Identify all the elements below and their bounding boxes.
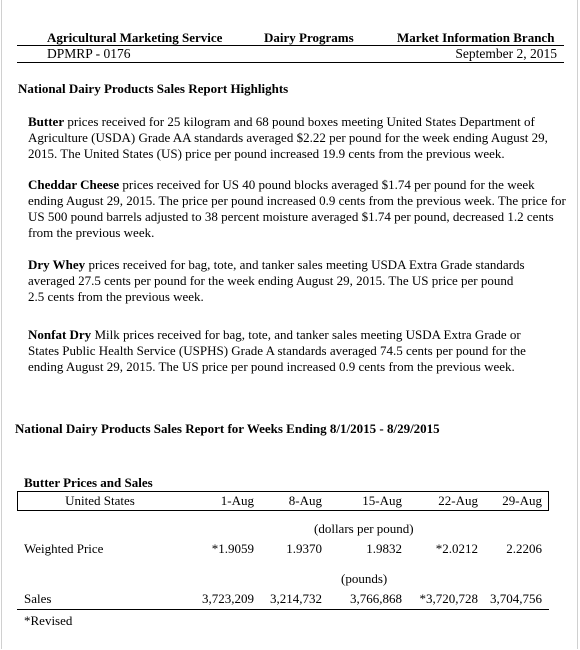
weekly-report-title: National Dairy Products Sales Report for Weeks Ending 8/1/2015 - 8/29/2015 [15, 421, 440, 436]
sales-value: *3,720,728 [419, 591, 478, 606]
product-name: Cheddar Cheese [28, 177, 120, 192]
table-bottom-rule [17, 609, 549, 610]
program-name: Dairy Programs [264, 30, 354, 45]
butter-paragraph: Butter prices received for 25 kilogram and 68 pound boxes meeting United States Department of Agriculture (USDA) Grade AA standards averaged $2.22 per pound for the week ending August 29, 2015. The United States (US) price per pound increased 19.9 cents from the previous week. [28, 114, 548, 161]
table-left-edge [17, 491, 18, 511]
price-unit-label: (dollars per pound) [314, 521, 414, 536]
weighted-price-label: Weighted Price [24, 541, 104, 556]
report-id: DPMRP - 0176 [47, 46, 131, 61]
product-name: Nonfat Dry [28, 327, 92, 342]
sales-unit-label: (pounds) [341, 571, 388, 586]
cheddar-paragraph: Cheddar Cheese prices received for US 40 pound blocks averaged $1.74 per pound for the week ending August 29, 2015. The price per pound increased 0.9 cents from the previous week. The price for US 500 pound barrels adjusted to 38 percent moisture averaged $1.74 per pound, decreased 1.2 cents from the previous week. [28, 177, 566, 240]
sales-value: 3,214,732 [270, 591, 322, 606]
week-header: 15-Aug [362, 493, 402, 508]
price-value: *2.0212 [435, 541, 478, 556]
week-header: 29-Aug [502, 493, 542, 508]
sales-label: Sales [24, 591, 52, 606]
product-name: Butter [28, 114, 65, 129]
report-date: September 2, 2015 [455, 46, 557, 61]
sales-value: 3,766,868 [350, 591, 402, 606]
header-rule-bottom [17, 62, 564, 63]
table-right-edge [548, 491, 549, 511]
sales-value: 3,704,756 [490, 591, 542, 606]
week-header: 1-Aug [220, 493, 254, 508]
branch-name: Market Information Branch [397, 30, 555, 45]
week-header: 22-Aug [438, 493, 478, 508]
price-value: 1.9370 [286, 541, 322, 556]
revised-footnote: *Revised [24, 613, 73, 628]
butter-table-title: Butter Prices and Sales [24, 475, 153, 490]
highlights-title: National Dairy Products Sales Report Highlights [18, 81, 289, 96]
product-name: Dry Whey [28, 257, 86, 272]
price-value: 2.2206 [506, 541, 542, 556]
week-header: 8-Aug [288, 493, 322, 508]
price-value: *1.9059 [211, 541, 254, 556]
sales-value: 3,723,209 [202, 591, 254, 606]
table-header-rule [17, 510, 549, 511]
region-header: United States [65, 493, 135, 508]
agency-name: Agricultural Marketing Service [47, 30, 223, 45]
nonfat-dry-milk-paragraph: Nonfat Dry Milk prices received for bag, tote, and tanker sales meeting USDA Extra Grade or States Public Health Service (USPHS) Grade A standards averaged 74.5 cents per pound for the ending August 29, 2015. The US price per pound increased 0.9 cents from the previous week. [28, 327, 526, 374]
table-top-rule [17, 491, 549, 492]
dry-whey-paragraph: Dry Whey prices received for bag, tote, and tanker sales meeting USDA Extra Grade standards averaged 27.5 cents per pound for the week ending August 29, 2015. The US price per pound 2.5 cents from the previous week. [28, 257, 525, 304]
price-value: 1.9832 [366, 541, 402, 556]
